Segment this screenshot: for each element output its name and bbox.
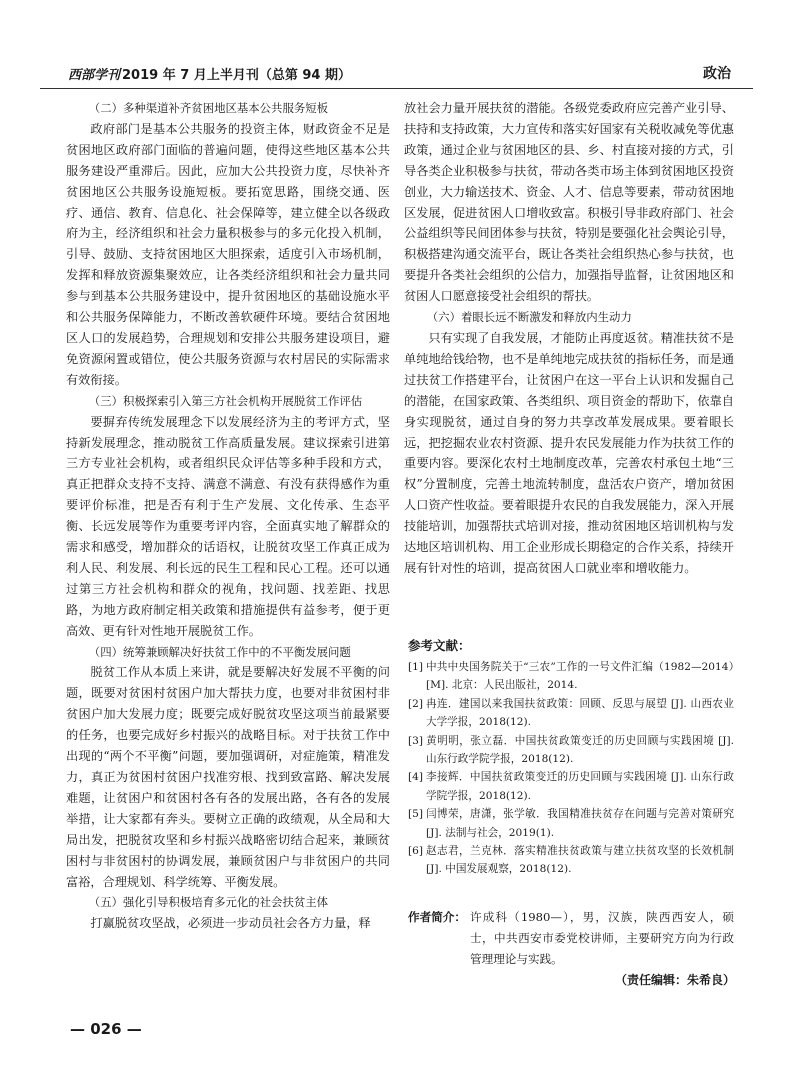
reference-number: [2] bbox=[408, 697, 424, 710]
reference-number: [4] bbox=[408, 771, 424, 784]
reference-item bbox=[408, 805, 734, 842]
section-heading: （六）着眼长远不断激发和释放内生动力 bbox=[426, 310, 632, 325]
reference-number: [6] bbox=[408, 845, 424, 858]
body-paragraph: 只有实现了自我发展，才能防止再度返贫。精准扶贫不是单纯地给钱给物，也不是单纯地完成扶贫的指标任务，而是通过扶贫工作搭建平台，让贫困户在这一平台上认识和发掘自己的潜能，在国家政策、各类组织、项目资金的帮助下，依靠自身实现脱贫，通过自身的努力共享改革发展成果。要着眼长远，把挖掘农业农村资源、提升农民发展能力作为扶贫工作的重要内容。要深化农村土地制度改革，完善农村承包土地“三权”分置制度，完善土地流转制度，盘活农户资产，增加贫困人口资产性收益。要着眼提升农民的自我发展能力，深入开展技能培训，加强帮扶式培训对接，推动贫困地区培训机构与发达地区培训机构、用工企业形成长期稳定的合作关系，持续开展有针对性的培训，提高贫困人口就业率和增收能力。 bbox=[404, 330, 734, 575]
left-column bbox=[66, 98, 390, 934]
reference-item bbox=[408, 695, 734, 732]
reference-text: 赵志君，兰克林．落实精准扶贫政策与建立扶贫攻坚的长效机制 [J]. 中国发展观察，2018(12). bbox=[426, 845, 734, 876]
right-column bbox=[404, 98, 734, 579]
section-heading: （四）统筹兼顾解决好扶贫工作中的不平衡发展问题 bbox=[88, 644, 351, 659]
reference-text: 中共中央国务院关于“三农”工作的一号文件汇编（1982—2014）[M]. 北京：人民出版社，2014. bbox=[426, 661, 734, 692]
body-paragraph: 脱贫工作从本质上来讲，就是要解决好发展不平衡的问题，既要对贫困村贫困户加大帮扶力度，也要对非贫困村非贫困户加大发展力度；既要完成好脱贫攻坚这项当前最紧要的任务，也要完成好乡村振兴的战略目标。对于扶贫工作中出现的“两个不平衡”问题，要加强调研，对症施策，精准发力，真正为贫困村贫困户找准穷根、找到致富路、解决发展难题，让贫困户和贫困村各有各的发展出路，各有各的发展举措，让大家都有奔头。要树立正确的政绩观，从全局和大局出发，把脱贫攻坚和乡村振兴战略密切结合起来，兼顾贫困村与非贫困村的协调发展，兼顾贫困户与非贫困户的共同富裕，合理规划、科学统筹、平衡发展。 bbox=[66, 665, 390, 889]
reference-number: [3] bbox=[408, 734, 424, 747]
editor-credit: （责任编辑：朱希良） bbox=[614, 973, 735, 987]
section-heading: （五）强化引导积极培育多元化的社会扶贫主体 bbox=[88, 895, 329, 910]
reference-item bbox=[408, 768, 734, 805]
reference-item bbox=[408, 658, 734, 695]
reference-text: 李接辉．中国扶贫政策变迁的历史回顾与实践困境 [J]. 山东行政学院学报，2018(12). bbox=[426, 771, 734, 802]
body-paragraph: 要摒弃传统发展理念下以发展经济为主的考评方式，坚持新发展理念，推动脱贫工作高质量发展。建议探索引进第三方专业社会机构，或者组织民众评估等多种手段和方式，真正把群众支持不支持、满意不满意、有没有获得感作为重要评价标准，把是否有利于生产发展、文化传承、生态平衡、长远发展等作为重要考评内容，全面真实地了解群众的需求和感受，增加群众的话语权，让脱贫攻坚工作真正成为利人民、利发展、利长远的民生工程和民心工程。还可以通过第三方社会机构和群众的视角，找问题、找差距、找思路，为地方政府制定相关政策和措施提供有益参考，便于更高效、更有针对性地开展脱贫工作。 bbox=[66, 414, 390, 638]
section-heading: （三）积极探索引入第三方社会机构开展脱贫工作评估 bbox=[88, 393, 363, 408]
author-bio-label: 作者简介： bbox=[408, 910, 466, 924]
section-heading: （二）多种渠道补齐贫困地区基本公共服务短板 bbox=[88, 101, 329, 115]
author-bio-text: 许成科（1980—），男，汉族，陕西西安人，硕士，中共西安市委党校讲师，主要研究方向为行政管理理论与实践。 bbox=[470, 910, 734, 966]
reference-text: 闫博荣，唐潇，张学敏．我国精准扶贫存在问题与完善对策研究 [J]. 法制与社会，2019(1). bbox=[426, 808, 734, 839]
section-label: 政治 bbox=[703, 66, 731, 82]
author-bio bbox=[408, 907, 734, 970]
journal-logo: 西部学刊 bbox=[68, 68, 121, 83]
reference-item bbox=[408, 842, 734, 879]
journal-issue bbox=[68, 64, 351, 83]
body-paragraph: 政府部门是基本公共服务的投资主体，财政资金不足是贫困地区政府部门面临的普遍问题，使得这些地区基本公共服务建设严重滞后。因此，应加大公共投资力度，尽快补齐贫困地区公共服务设施短板。要拓宽思路，围绕交通、医疗、通信、教育、信息化、社会保障等，建立健全以各级政府为主，经济组织和社会力量积极参与的多元化投入机制，引导、鼓励、支持贫困地区大胆探索，适度引入市场机制，发挥和释放资源集聚效应，让各类经济组织和社会力量共同参与到基本公共服务建设中，提升贫困地区的基础设施水平和公共服务保障能力，不断改善软硬件环境。要结合贫困地区人口的发展趋势，合理规划和安排公共服务建设项目，避免资源闲置或错位，使公共服务资源与农村居民的实际需求有效衔接。 bbox=[66, 121, 390, 387]
running-header bbox=[40, 58, 753, 89]
reference-text: 冉连．建国以来我国扶贫政策：回顾、反思与展望 [J]. 山西农业大学学报，2018(12). bbox=[426, 697, 734, 729]
issue-label: 2019 年 7 月上半月刊（总第 94 期） bbox=[122, 68, 351, 83]
reference-number: [1] bbox=[408, 661, 424, 673]
reference-number: [5] bbox=[408, 808, 424, 821]
references-title: 参考文献： bbox=[408, 638, 471, 653]
reference-text: 黄明明，张立磊．中国扶贫政策变迁的历史回顾与实践困境 [J]. 山东行政学院学报，2018(12). bbox=[426, 734, 734, 766]
references-list bbox=[408, 658, 734, 879]
reference-item bbox=[408, 732, 734, 769]
body-paragraph: 打赢脱贫攻坚战，必须进一步动员社会各方力量，释 bbox=[90, 916, 371, 931]
body-paragraph: 放社会力量开展扶贫的潜能。各级党委政府应完善产业引导、扶持和支持政策，大力宣传和落实好国家有关税收减免等优惠政策，通过企业与贫困地区的县、乡、村直接对接的方式，引导各类企业积极参与扶贫，带动各类市场主体到贫困地区投资创业，大力输送技术、资金、人才、信息等要素，带动贫困地区发展，促进贫困人口增收致富。积极引导非政府部门、社会公益组织等民间团体参与扶贫，特别是要强化社会舆论引导，积极搭建沟通交流平台，既让各类社会组织热心参与扶贫，也要提升各类社会组织的公信力，加强指导监督，让贫困地区和贫困人口愿意接受社会组织的帮扶。 bbox=[404, 101, 734, 304]
page-number: — 026 — bbox=[70, 1020, 142, 1038]
